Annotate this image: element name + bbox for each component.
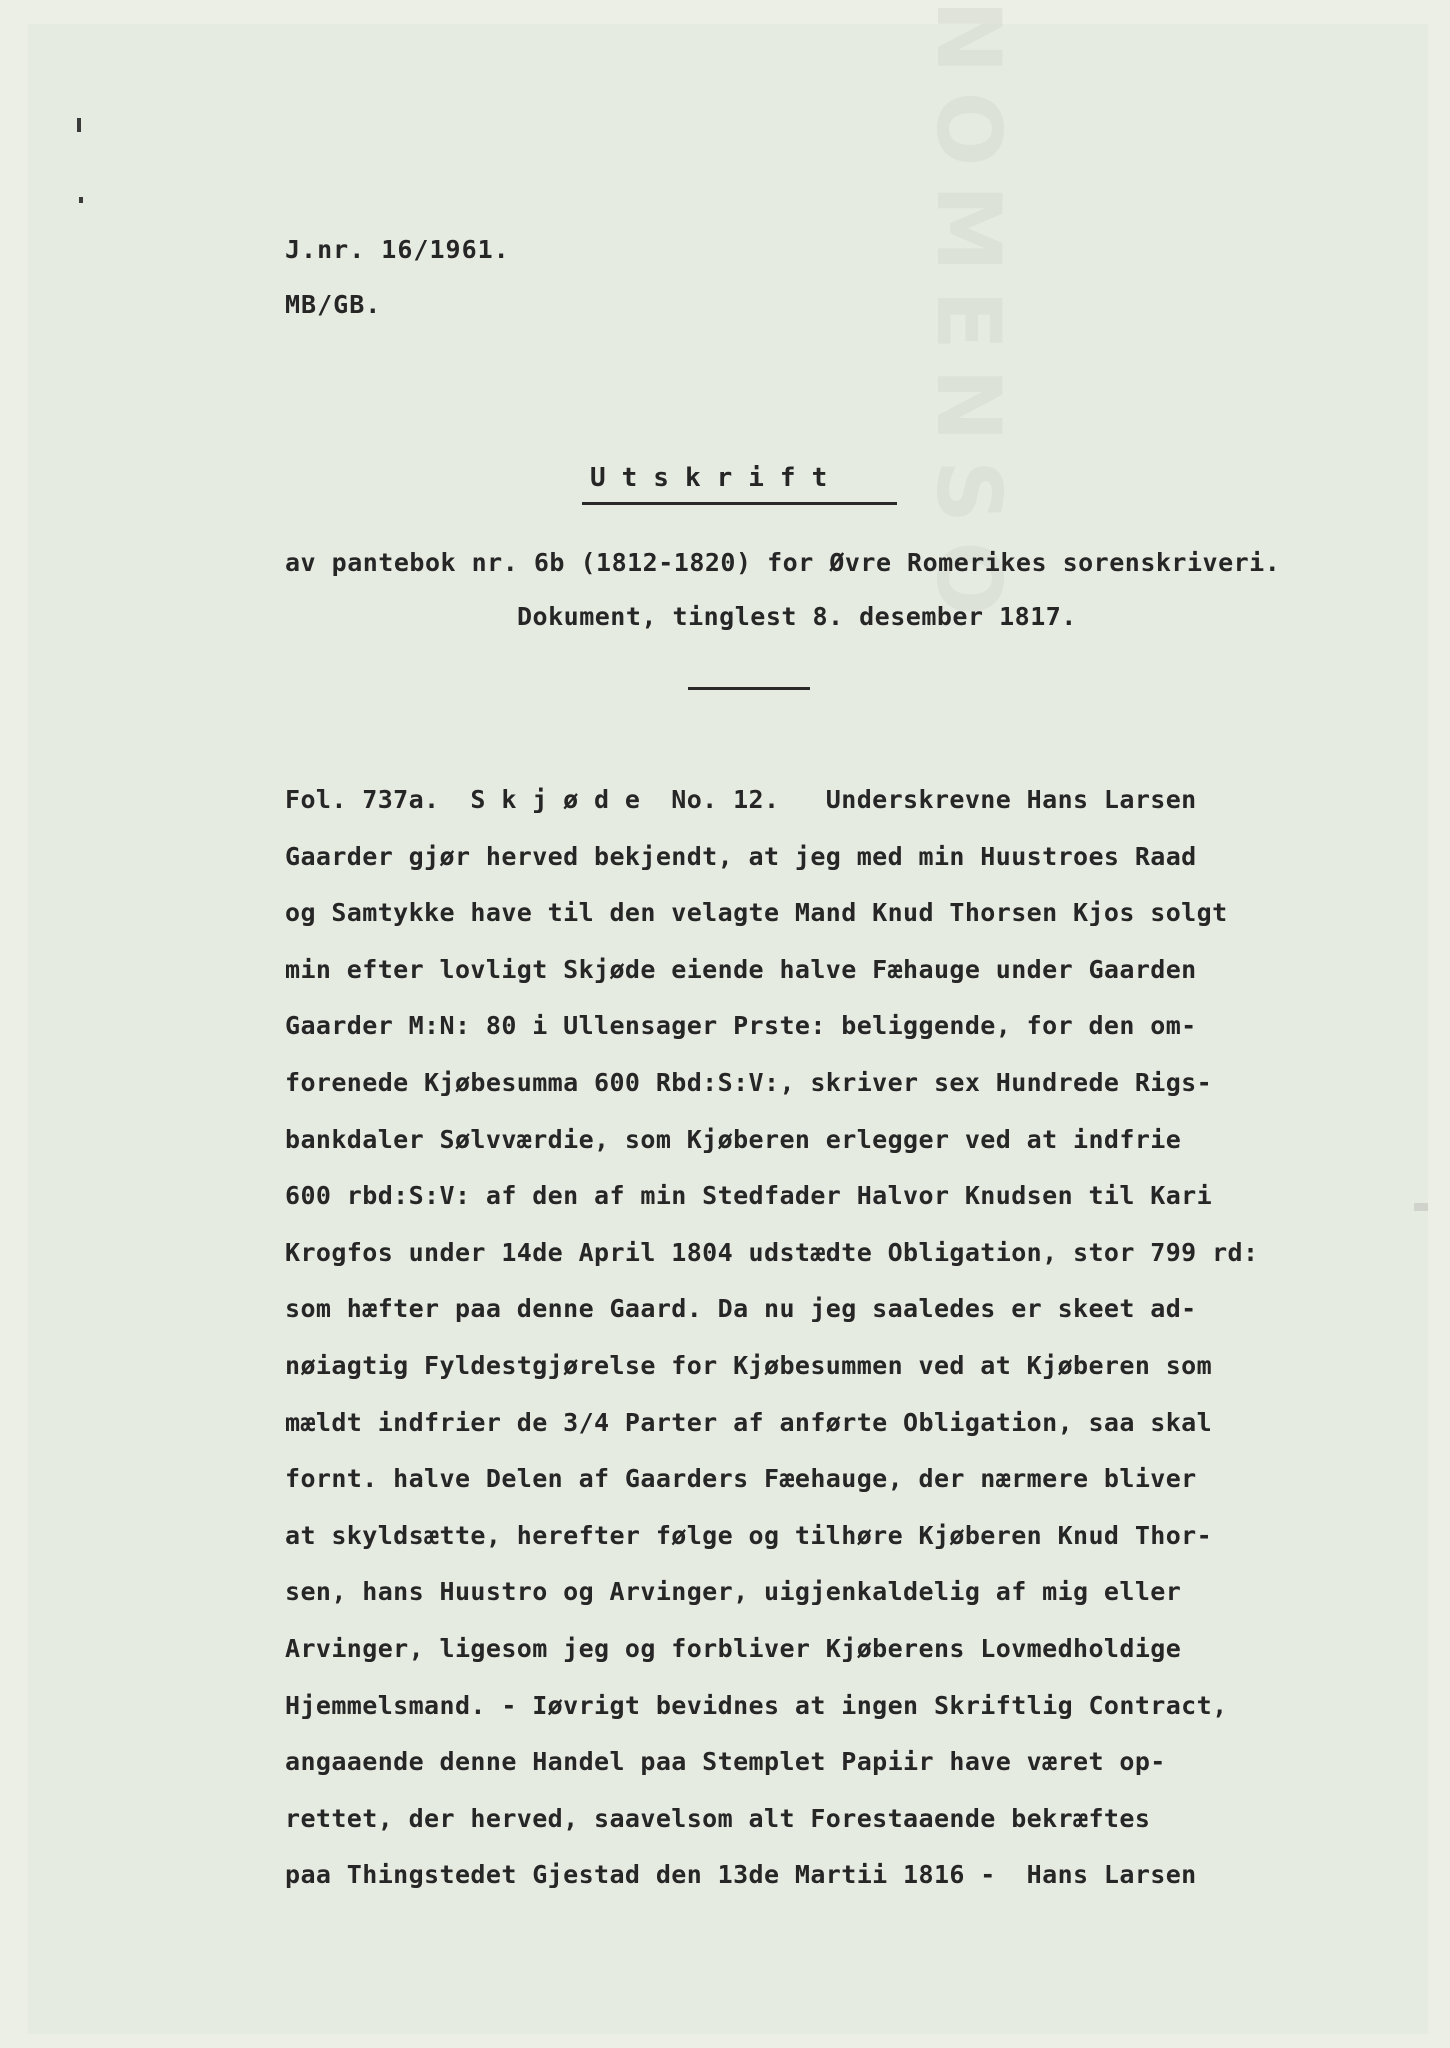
separator-rule	[688, 687, 810, 690]
subtitle-line-1: av pantebok nr. 6b (1812-1820) for Øvre Romerikes sorenskriveri.	[285, 548, 1281, 577]
initials: MB/GB.	[285, 290, 382, 319]
body-line: angaaende denne Handel paa Stemplet Papiir have været op-	[285, 1747, 1166, 1777]
document-body	[285, 772, 1365, 1904]
body-line: sen, hans Huustro og Arvinger, uigjenkaldelig af mig eller	[285, 1577, 1182, 1607]
body-line: mældt indfrier de 3/4 Parter af anførte Obligation, saa skal	[285, 1407, 1213, 1437]
body-line: min efter lovligt Skjøde eiende halve Fæhauge under Gaarden	[285, 954, 1197, 984]
margin-mark-bottom	[79, 197, 83, 203]
body-line: nøiagtig Fyldestgjørelse for Kjøbesummen ved at Kjøberen som	[285, 1350, 1213, 1380]
body-line: Arvinger, ligesom jeg og forbliver Kjøberens Lovmedholdige	[285, 1633, 1182, 1663]
body-line: Gaarder M:N: 80 i Ullensager Prste: beliggende, for den om-	[285, 1011, 1197, 1041]
page-title: Utskrift	[590, 463, 844, 493]
body-line: bankdaler Sølvværdie, som Kjøberen erlegger ved at indfrie	[285, 1124, 1182, 1154]
body-line: forenede Kjøbesumma 600 Rbd:S:V:, skriver sex Hundrede Rigs-	[285, 1067, 1213, 1097]
stamp-watermark: NOMENSO	[917, 0, 1020, 634]
body-line: 600 rbd:S:V: af den af min Stedfader Halvor Knudsen til Kari	[285, 1181, 1213, 1211]
title-underline	[582, 502, 897, 505]
journal-number: J.nr. 16/1961.	[285, 235, 510, 264]
body-line: fornt. halve Delen af Gaarders Fæehauge, der nærmere bliver	[285, 1464, 1197, 1494]
body-line: Krogfos under 14de April 1804 udstædte Obligation, stor 799 rd:	[285, 1237, 1259, 1267]
subtitle-line-2: Dokument, tinglest 8. desember 1817.	[517, 602, 1077, 631]
body-line: at skyldsætte, herefter følge og tilhøre Kjøberen Knud Thor-	[285, 1520, 1213, 1550]
margin-mark-top	[77, 118, 81, 132]
edge-mark	[1414, 1203, 1428, 1211]
body-line: Gaarder gjør herved bekjendt, at jeg med min Huustroes Raad	[285, 841, 1197, 871]
body-line: paa Thingstedet Gjestad den 13de Martii 1816 - Hans Larsen	[285, 1860, 1197, 1890]
body-line: Hjemmelsmand. - Iøvrigt bevidnes at ingen Skriftlig Contract,	[285, 1690, 1228, 1720]
body-line: som hæfter paa denne Gaard. Da nu jeg saaledes er skeet ad-	[285, 1294, 1197, 1324]
body-line: Fol. 737a. S k j ø d e No. 12. Underskrevne Hans Larsen	[285, 785, 1197, 814]
body-line: rettet, der herved, saavelsom alt Forestaaende bekræftes	[285, 1803, 1151, 1833]
body-line: og Samtykke have til den velagte Mand Knud Thorsen Kjos solgt	[285, 898, 1228, 928]
